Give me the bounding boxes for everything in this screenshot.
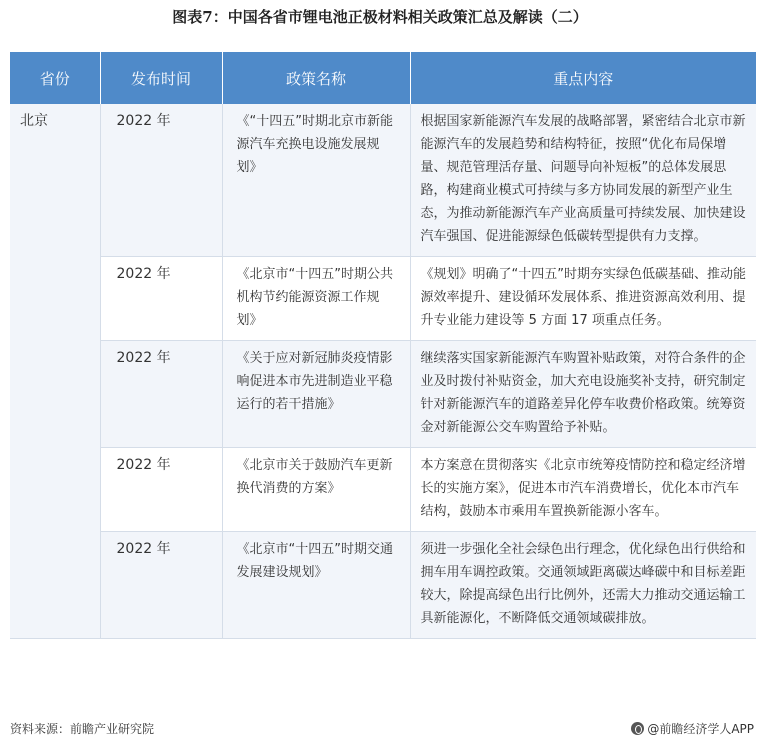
table-row xyxy=(10,341,756,448)
content-cell: 须进一步强化全社会绿色出行理念，优化绿色出行供给和拥车用车调控政策。交通领域距离碳达峰碳中和目标差距较大，除提高绿色出行比例外，还需大力推动交通运输工具新能源化，不断降低交通领域碳排放。 xyxy=(410,532,756,639)
policy-name-cell: 《关于应对新冠肺炎疫情影响促进本市先进制造业平稳运行的若干措施》 xyxy=(222,341,410,448)
header-key-content: 重点内容 xyxy=(410,52,756,104)
policy-name-cell: 《北京市“十四五”时期交通发展建设规划》 xyxy=(222,532,410,639)
table-header-row xyxy=(10,52,756,104)
page-title: 图表7：中国各省市锂电池正极材料相关政策汇总及解读（二） xyxy=(172,8,588,26)
content-cell: 继续落实国家新能源汽车购置补贴政策，对符合条件的企业及时拨付补贴资金，加大充电设施奖补支持，研究制定针对新能源汽车的道路差异化停车收费价格政策。统筹资金对新能源公交车购置给予补贴。 xyxy=(410,341,756,448)
policy-name-cell: 《北京市“十四五”时期公共机构节约能源资源工作规划》 xyxy=(222,257,410,341)
header-province: 省份 xyxy=(10,52,100,104)
brand-logo-icon xyxy=(631,722,644,735)
table-row xyxy=(10,532,756,639)
year-cell: 2022 年 xyxy=(100,257,222,341)
policy-name-cell: 《“十四五”时期北京市新能源汽车充换电设施发展规划》 xyxy=(222,104,410,257)
header-date: 发布时间 xyxy=(100,52,222,104)
source-note: 资料来源：前瞻产业研究院 xyxy=(10,722,155,736)
policy-name-cell: 《北京市关于鼓励汽车更新换代消费的方案》 xyxy=(222,448,410,532)
policy-table xyxy=(10,52,756,639)
header-policy-name: 政策名称 xyxy=(222,52,410,104)
table-row xyxy=(10,104,756,257)
year-cell: 2022 年 xyxy=(100,341,222,448)
table-row xyxy=(10,257,756,341)
year-cell: 2022 年 xyxy=(100,448,222,532)
table-row xyxy=(10,448,756,532)
content-cell: 根据国家新能源汽车发展的战略部署，紧密结合北京市新能源汽车的发展趋势和结构特征，按照“优化布局保增量、规范管理活存量、问题导向补短板”的总体发展思路，构建商业模式可持续与多方协同发展的新型产业生态，为推动新能源汽车产业高质量可持续发展、加快建设汽车强国、促进能源绿色低碳转型提供有力支撑。 xyxy=(410,104,756,257)
content-cell: 本方案意在贯彻落实《北京市统筹疫情防控和稳定经济增长的实施方案》，促进本市汽车消费增长，优化本市汽车结构，鼓励本市乘用车置换新能源小客车。 xyxy=(410,448,756,532)
province-cell: 北京 xyxy=(10,104,100,639)
year-cell: 2022 年 xyxy=(100,532,222,639)
brand-label: @前瞻经济学人APP xyxy=(647,722,754,736)
content-cell: 《规划》明确了“十四五”时期夯实绿色低碳基础、推动能源效率提升、建设循环发展体系、推进资源高效利用、提升专业能力建设等 5 方面 17 项重点任务。 xyxy=(410,257,756,341)
brand-credit xyxy=(631,720,754,737)
year-cell: 2022 年 xyxy=(100,104,222,257)
